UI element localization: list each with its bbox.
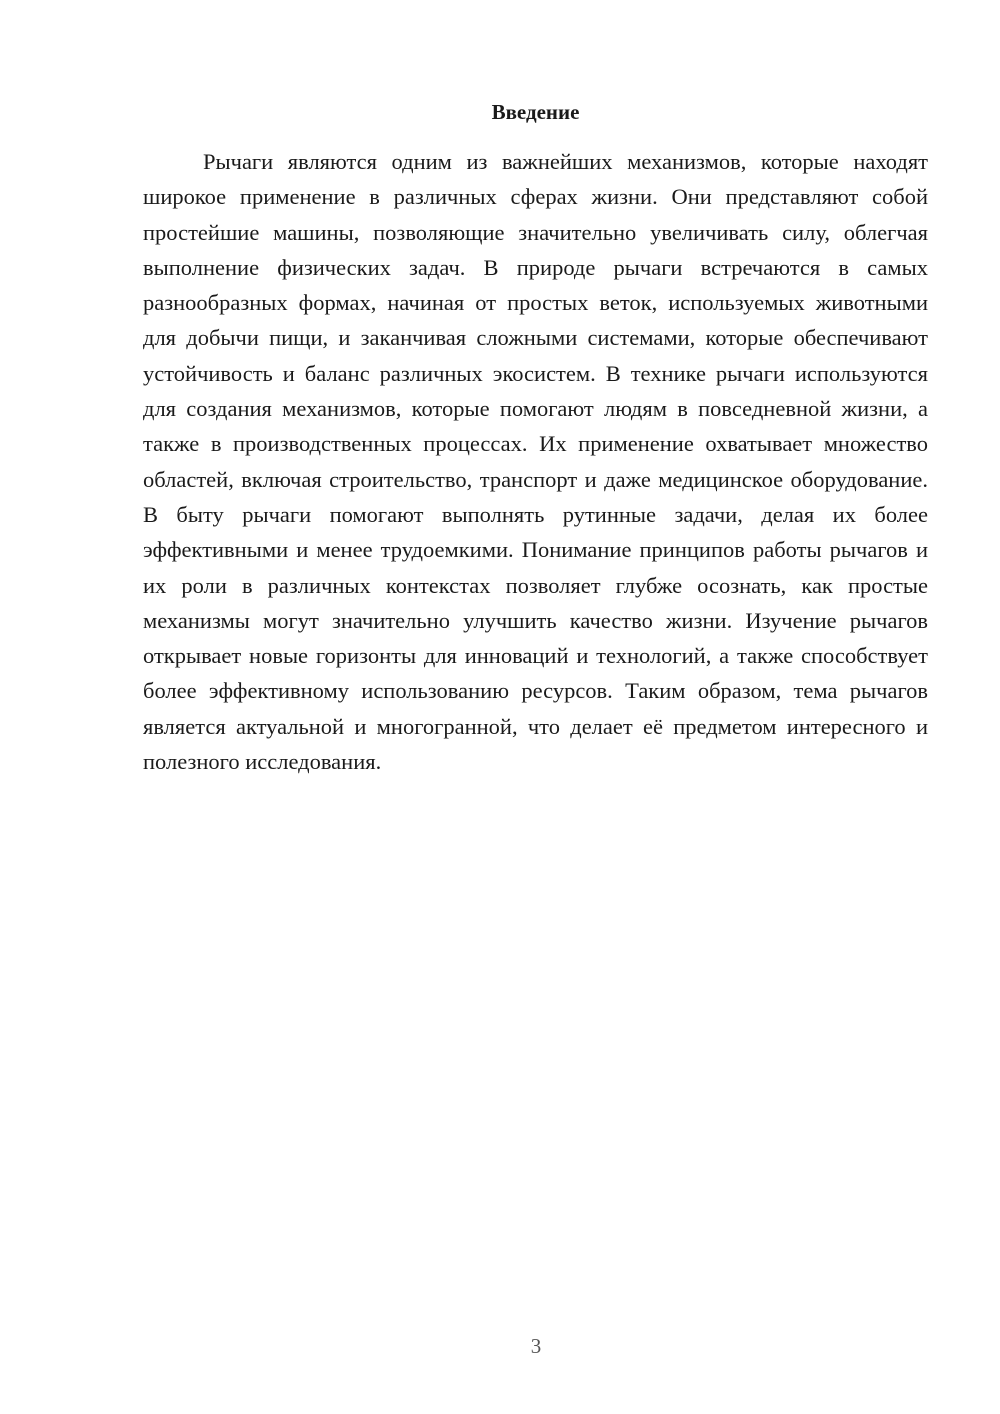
body-paragraph: Рычаги являются одним из важнейших механизмов, которые находят широкое применение в различных сферах жизни. Они представляют собой простейшие машины, позволяющие значительно увеличивать силу, облегчая выполнение физических задач. В природе рычаги встречаются в самых разнообразных формах, начиная от простых веток, используемых животными для добычи пищи, и заканчивая сложными системами, которые обеспечивают устойчивость и баланс различных экосистем. В технике рычаги используются для создания механизмов, которые помогают людям в повседневной жизни, а также в производственных процессах. Их применение охватывает множество областей, включая строительство, транспорт и даже медицинское оборудование. В быту рычаги помогают выполнять рутинные задачи, делая их более эффективными и менее трудоемкими. Понимание принципов работы рычагов и их роли в различных контекстах позволяет глубже осознать, как простые механизмы могут значительно улучшить качество жизни. Изучение рычагов открывает новые горизонты для инноваций и технологий, а также способствует более эффективному использованию ресурсов. Таким образом, тема рычагов является актуальной и многогранной, что делает её предметом интересного и полезного исследования. [143, 149, 928, 775]
page-number: 3 [530, 1334, 542, 1358]
section-heading: Введение [491, 100, 580, 124]
